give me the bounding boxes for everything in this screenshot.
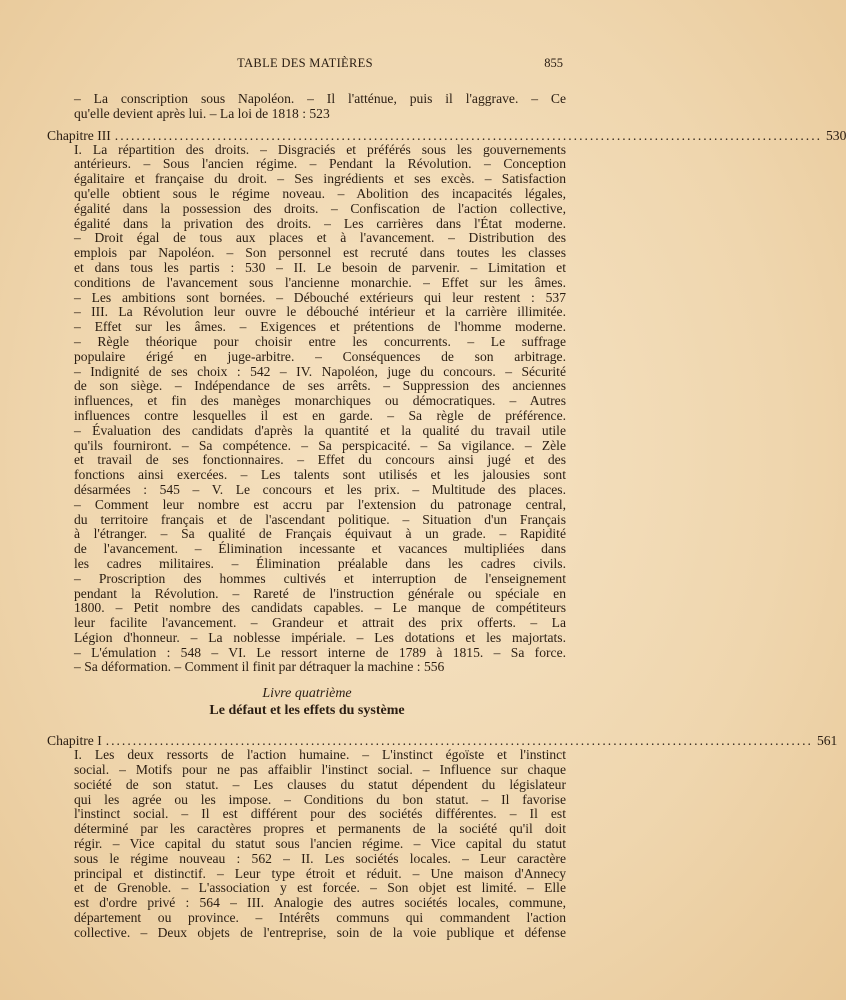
- text-line: et de Grenoble. – L'association y est forcée. – Son objet est limité. – Elle: [74, 880, 566, 896]
- text-line: et dans tous les partis : 530 – II. Le besoin de parvenir. – Limitation et: [74, 259, 566, 275]
- text-line: – La conscription sous Napoléon. – Il l'atténue, puis il l'aggrave. – Ce: [74, 91, 566, 106]
- text-line: – Effet sur les âmes. – Exigences et prétentions de l'homme moderne.: [74, 319, 566, 335]
- text-line: pendant la Révolution. – Rareté de l'instruction générale ou spéciale en: [74, 585, 566, 601]
- text-line: – Évaluation des candidats d'après la quantité et la qualité du travail utile: [74, 422, 566, 438]
- text-line: fonctions ainsi exercées. – Les talents sont utilisés et les jalousies sont: [74, 467, 566, 483]
- text-line: régir. – Vice capital du statut sous l'ancien régime. – Vice capital du statut: [74, 836, 566, 852]
- text-line: l'instinct social. – Il est différent pour des sociétés différentes. – Il est: [74, 806, 566, 822]
- text-line: – Les ambitions sont bornées. – Débouché extérieurs qui leur restent : 537: [74, 289, 566, 305]
- chapter-page: 530: [826, 127, 846, 143]
- text-line: désarmées : 545 – V. Le concours et les prix. – Multitude des places.: [74, 481, 566, 497]
- text-line: et travail de ses fonctionnaires. – Effet du concours ainsi jugé et des: [74, 452, 566, 468]
- text-line: influences contre lesquelles il est en garde. – Sa règle de préférence.: [74, 407, 566, 423]
- text-line: populaire érigé en juge-arbitre. – Conséquences de son arbitrage.: [74, 348, 566, 364]
- text-line: qu'elle obtient sous le régime noveau. – Abolition des incapacités légales,: [74, 185, 566, 201]
- chapter-label: Chapitre III: [47, 127, 111, 143]
- book-heading: [48, 685, 566, 719]
- text-line: – L'émulation : 548 – VI. Le ressort interne de 1789 à 1815. – Sa force.: [74, 644, 566, 660]
- text-line: collective. – Deux objets de l'entreprise, soin de la voie publique et défense: [74, 924, 566, 940]
- text-line: de l'avancement. – Élimination incessante et vacances multipliées dans: [74, 541, 566, 557]
- text-line: I. Les deux ressorts de l'action humaine. – L'instinct égoïste et l'instinct: [74, 747, 566, 763]
- text-line: société de son statut. – Les clauses du statut dépendent du législateur: [74, 776, 566, 792]
- text-line: emplois par Napoléon. – Son personnel est recruté dans toutes les classes: [74, 245, 566, 261]
- text-line: sous le régime nouveau : 562 – II. Les sociétés locales. – Leur caractère: [74, 850, 566, 866]
- text-line: déterminé par les caractères propres et permanents de la société qu'il doit: [74, 821, 566, 837]
- chapter-page: 561: [816, 733, 838, 749]
- text-line: est d'ordre privé : 564 – III. Analogie des autres sociétés locales, commune,: [74, 895, 566, 911]
- running-title: TABLE DES MATIÈRES: [237, 56, 373, 70]
- running-head: [0, 56, 610, 74]
- intro-entry: [48, 92, 566, 122]
- text-line: social. – Motifs pour ne pas affaiblir l'instinct social. – Influence sur chaque: [74, 762, 566, 778]
- text-line: – Comment leur nombre est accru par l'extension du patronage central,: [74, 496, 566, 512]
- text-line: les cadres militaires. – Élimination préalable dans les cadres civils.: [74, 555, 566, 571]
- text-line: à l'étranger. – Sa qualité de Français équivaut à un grade. – Rapidité: [74, 526, 566, 542]
- text-line: de son siège. – Indépendance de ses arrêts. – Suppression des anciennes: [74, 378, 566, 394]
- text-line: égalitaire et française du droit. – Ses ingrédients et ses excès. – Satisfaction: [74, 171, 566, 187]
- leader-dots: ...................................................................................................................................: [105, 733, 813, 749]
- page-number: 855: [544, 56, 563, 70]
- text-line: principal et distinctif. – Leur type étroit et réduit. – Une maison d'Annecy: [74, 865, 566, 881]
- text-line: antérieurs. – Sous l'ancien régime. – Pendant la Révolution. – Conception: [74, 156, 566, 172]
- text-line: égalité dans la possession des droits. – Confiscation de l'action collective,: [74, 200, 566, 216]
- text-line: égalité dans la privation des droits. – Les carrières dans l'État moderne.: [74, 215, 566, 231]
- text-line: – III. La Révolution leur ouvre le débouché intérieur et la carrière illimitée.: [74, 304, 566, 320]
- book-kicker: Livre quatrième: [262, 686, 352, 702]
- text-line: – Proscription des hommes cultivés et interruption de l'enseignement: [74, 570, 566, 586]
- text-line: département ou province. – Intérêts communs qui commandent l'action: [74, 910, 566, 926]
- text-line: leur facilite l'avancement. – Grandeur et attrait des prix offerts. – La: [74, 615, 566, 631]
- text-line: conditions de l'avancement sous l'ancienne monarchie. – Effet sur les âmes.: [74, 274, 566, 290]
- toc-body: [47, 91, 846, 941]
- text-line: I. La répartition des droits. – Disgraciés et préférés sous les gouvernements: [74, 141, 566, 157]
- book-title: Le défaut et les effets du système: [209, 703, 405, 719]
- text-line: Légion d'honneur. – La noblesse impériale. – Les dotations et les majortats.: [74, 629, 566, 645]
- chapter-1-heading: [47, 733, 838, 749]
- text-line: qu'ils fourniront. – Sa compétence. – Sa perspicacité. – Sa vigilance. – Zèle: [74, 437, 566, 453]
- chapter-3-summary: [48, 143, 566, 676]
- text-line: 1800. – Petit nombre des candidats capables. – Le manque de compétiteurs: [74, 600, 566, 616]
- text-line: – Sa déformation. – Comment il finit par détraquer la machine : 556: [74, 659, 445, 675]
- chapter-1-summary: [48, 748, 566, 940]
- text-line: influences, et fin des manèges monarchiques ou démocratiques. – Autres: [74, 393, 566, 409]
- text-line: – Droit égal de tous aux places et à l'avancement. – Distribution des: [74, 230, 566, 246]
- text-line: – Indignité de ses choix : 542 – IV. Napoléon, juge du concours. – Sécurité: [74, 363, 566, 379]
- chapter-3-heading: [47, 127, 846, 143]
- text-line: qui les agrée ou les impose. – Conditions du bon statut. – Il favorise: [74, 791, 566, 807]
- text-line: qu'elle devient après lui. – La loi de 1818 : 523: [74, 105, 330, 121]
- chapter-label: Chapitre I: [47, 733, 102, 749]
- text-line: du territoire français et de l'ascendant politique. – Situation d'un Français: [74, 511, 566, 527]
- leader-dots: ...................................................................................................................................: [114, 127, 822, 143]
- text-line: – Règle théorique pour choisir entre les concurrents. – Le suffrage: [74, 333, 566, 349]
